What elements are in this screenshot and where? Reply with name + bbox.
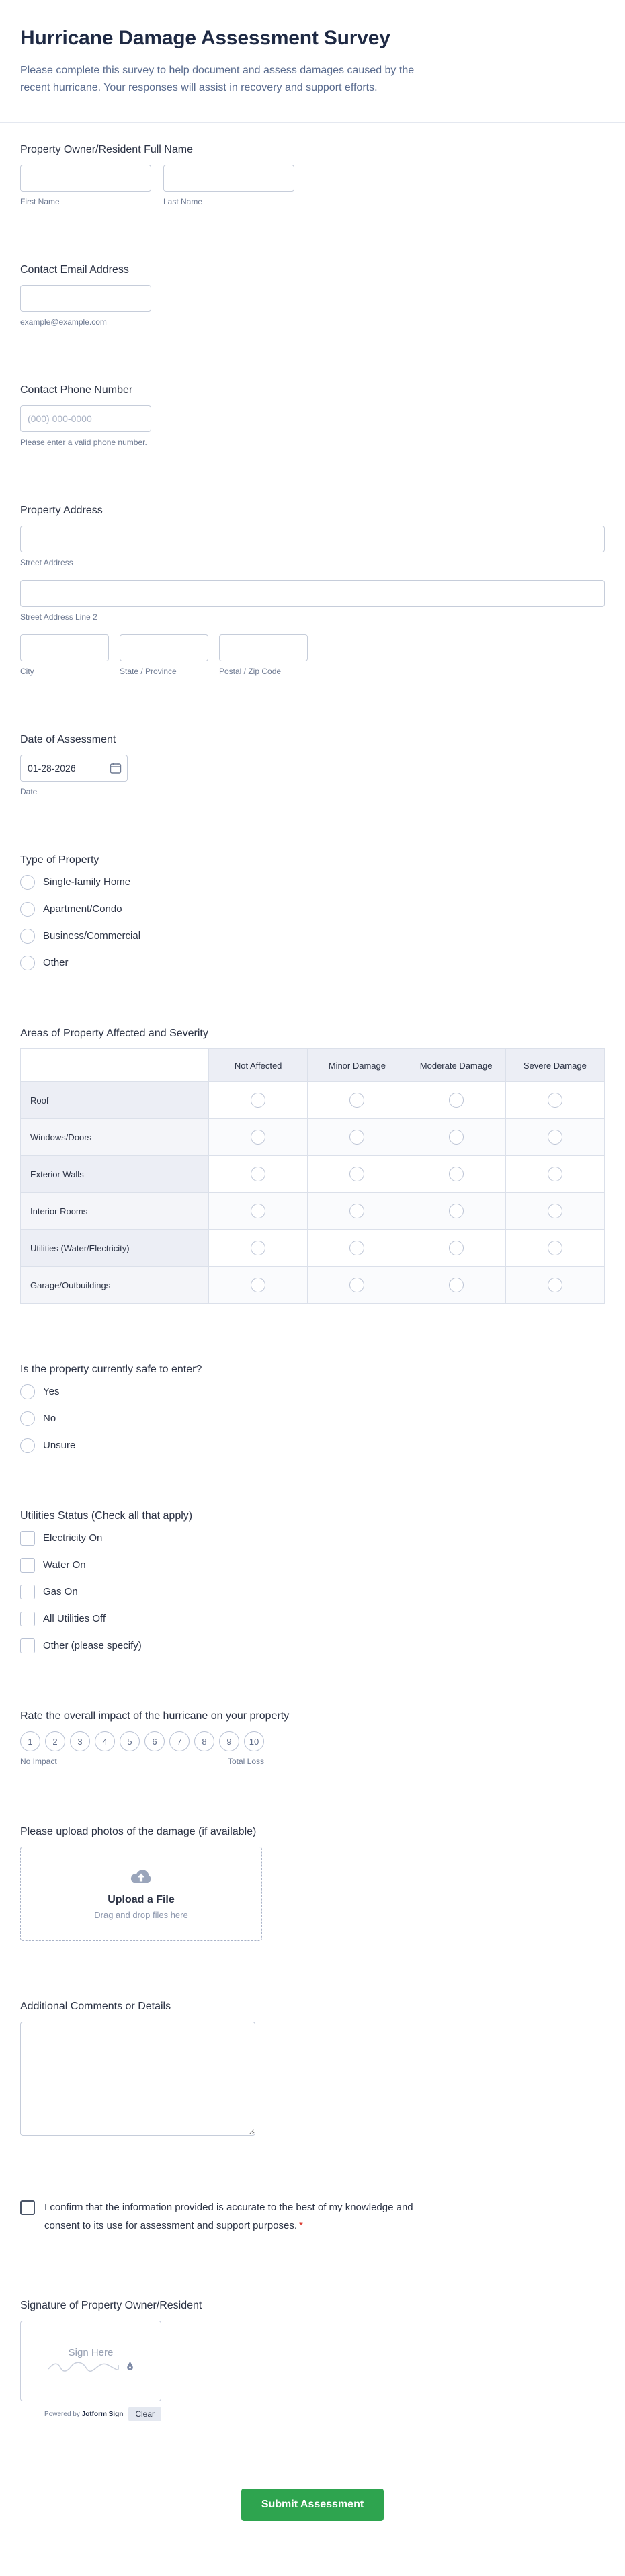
checkbox-icon[interactable] [20, 1638, 35, 1653]
required-asterisk: * [299, 2220, 303, 2231]
property-type-option[interactable] [20, 902, 605, 917]
option-label: Single-family Home [43, 876, 131, 888]
matrix-radio[interactable] [349, 1093, 364, 1108]
comments-label: Additional Comments or Details [20, 2001, 171, 2012]
utilities-option[interactable] [20, 1638, 605, 1653]
radio-icon[interactable] [20, 1384, 35, 1399]
submit-row [20, 2489, 605, 2521]
address-label: Property Address [20, 505, 103, 516]
safe-option[interactable] [20, 1411, 605, 1426]
property-type-label: Type of Property [20, 854, 99, 866]
matrix-radio[interactable] [449, 1241, 464, 1255]
signature-squiggle [47, 2361, 121, 2375]
form-header [0, 0, 625, 97]
matrix-radio[interactable] [449, 1093, 464, 1108]
city-sublabel: City [20, 667, 34, 676]
confirmation-option[interactable] [20, 2198, 605, 2235]
signature-footer [20, 2407, 161, 2421]
matrix-radio[interactable] [548, 1241, 562, 1255]
option-label: Business/Commercial [43, 930, 141, 942]
matrix-radio[interactable] [548, 1093, 562, 1108]
date-sublabel: Date [20, 787, 38, 796]
matrix-radio[interactable] [251, 1241, 265, 1255]
matrix-row-label: Garage/Outbuildings [21, 1267, 209, 1304]
first-name-sublabel: First Name [20, 197, 60, 206]
severity-matrix-table [20, 1048, 605, 1304]
page-subtitle: Please complete this survey to help document and assess damages caused by the recent hurricane. Your responses will assist in recovery and support efforts. [20, 65, 415, 93]
scale-options [20, 1731, 264, 1751]
matrix-label: Areas of Property Affected and Severity [20, 1028, 208, 1039]
scale-endpoint-labels [20, 1757, 264, 1766]
matrix-col-header: Not Affected [209, 1049, 308, 1082]
matrix-radio[interactable] [548, 1167, 562, 1181]
signature-clear-button[interactable]: Clear [128, 2407, 161, 2421]
safe-option[interactable] [20, 1438, 605, 1453]
city-input[interactable] [20, 634, 109, 661]
scale-label: Rate the overall impact of the hurricane on your property [20, 1710, 290, 1722]
checkbox-icon[interactable] [20, 1585, 35, 1599]
question-confirmation [20, 2198, 605, 2235]
matrix-row-label: Interior Rooms [21, 1193, 209, 1230]
question-phone [20, 384, 605, 448]
phone-sublabel: Please enter a valid phone number. [20, 438, 147, 447]
utilities-option[interactable] [20, 1585, 605, 1599]
date-field [20, 755, 128, 782]
checkbox-icon[interactable] [20, 2200, 35, 2215]
utilities-option[interactable] [20, 1558, 605, 1573]
checkbox-icon[interactable] [20, 1531, 35, 1546]
matrix-radio[interactable] [349, 1278, 364, 1292]
matrix-radio[interactable] [548, 1130, 562, 1145]
question-signature [20, 2299, 605, 2421]
question-photo-upload [20, 1825, 605, 1941]
matrix-row [21, 1267, 605, 1304]
matrix-row-label: Roof [21, 1082, 209, 1119]
matrix-row-label: Utilities (Water/Electricity) [21, 1230, 209, 1267]
matrix-col-header: Severe Damage [505, 1049, 604, 1082]
utilities-label: Utilities Status (Check all that apply) [20, 1510, 193, 1522]
scale-option[interactable]: 8 [194, 1731, 214, 1751]
utilities-option[interactable] [20, 1531, 605, 1546]
matrix-radio[interactable] [349, 1130, 364, 1145]
question-impact-scale [20, 1710, 605, 1766]
checkbox-icon[interactable] [20, 1558, 35, 1573]
street2-subfield [20, 580, 605, 622]
email-label: Contact Email Address [20, 264, 129, 276]
scale-min-label: No Impact [20, 1757, 57, 1766]
state-sublabel: State / Province [120, 667, 177, 676]
page-title: Hurricane Damage Assessment Survey [20, 27, 390, 49]
scale-option[interactable]: 1 [20, 1731, 40, 1751]
radio-icon[interactable] [20, 902, 35, 917]
phone-input[interactable] [20, 405, 151, 432]
street-address-sublabel: Street Address [20, 558, 73, 567]
street-address2-input[interactable] [20, 580, 605, 607]
signature-decoration [47, 2361, 135, 2375]
matrix-radio[interactable] [349, 1204, 364, 1218]
matrix-row [21, 1230, 605, 1267]
radio-icon[interactable] [20, 875, 35, 890]
radio-icon[interactable] [20, 1438, 35, 1453]
scale-option[interactable]: 9 [219, 1731, 239, 1751]
street-subfield [20, 526, 605, 568]
matrix-radio[interactable] [251, 1093, 265, 1108]
scale-option[interactable]: 7 [169, 1731, 190, 1751]
matrix-corner-cell [21, 1049, 209, 1082]
matrix-radio[interactable] [449, 1204, 464, 1218]
matrix-row [21, 1193, 605, 1230]
zip-subfield [219, 634, 308, 677]
scale-option[interactable]: 3 [70, 1731, 90, 1751]
email-input[interactable] [20, 285, 151, 312]
matrix-radio[interactable] [251, 1167, 265, 1181]
matrix-row [21, 1119, 605, 1156]
matrix-radio[interactable] [251, 1130, 265, 1145]
signature-placeholder: Sign Here [68, 2347, 114, 2358]
matrix-row [21, 1082, 605, 1119]
question-property-type [20, 854, 605, 970]
option-label: Gas On [43, 1586, 78, 1597]
phone-label: Contact Phone Number [20, 384, 133, 396]
question-utilities-status [20, 1509, 605, 1653]
property-type-option[interactable] [20, 956, 605, 970]
email-sublabel: example@example.com [20, 317, 107, 327]
scale-option[interactable]: 4 [95, 1731, 115, 1751]
matrix-row-label: Windows/Doors [21, 1119, 209, 1156]
matrix-radio[interactable] [548, 1278, 562, 1292]
scale-option[interactable]: 10 [244, 1731, 264, 1751]
calendar-icon[interactable] [110, 762, 122, 774]
zip-sublabel: Postal / Zip Code [219, 667, 282, 676]
scale-option[interactable]: 6 [144, 1731, 165, 1751]
state-subfield [120, 634, 208, 677]
last-name-subfield [163, 165, 294, 207]
scale-max-label: Total Loss [227, 1757, 264, 1766]
option-label: Unsure [43, 1440, 76, 1451]
safe-label: Is the property currently safe to enter? [20, 1364, 202, 1375]
submit-button[interactable]: Submit Assessment [241, 2489, 384, 2521]
signature-label: Signature of Property Owner/Resident [20, 2300, 202, 2311]
question-address [20, 504, 605, 677]
question-safe-to-enter [20, 1363, 605, 1453]
radio-icon[interactable] [20, 956, 35, 970]
checkbox-icon[interactable] [20, 1612, 35, 1626]
jotform-sign-brand: Jotform Sign [81, 2410, 124, 2418]
last-name-input[interactable] [163, 165, 294, 192]
signature-pad[interactable] [20, 2321, 161, 2401]
street-address2-sublabel: Street Address Line 2 [20, 612, 97, 622]
option-label: Yes [43, 1386, 60, 1397]
option-label: All Utilities Off [43, 1613, 106, 1624]
option-label: Electricity On [43, 1532, 103, 1544]
question-date [20, 733, 605, 797]
powered-by-text: Powered by Jotform Sign [44, 2410, 124, 2418]
matrix-col-header: Minor Damage [308, 1049, 407, 1082]
option-label: Other (please specify) [43, 1640, 142, 1651]
matrix-radio[interactable] [251, 1204, 265, 1218]
date-label: Date of Assessment [20, 734, 116, 745]
matrix-col-header: Moderate Damage [407, 1049, 505, 1082]
matrix-row [21, 1156, 605, 1193]
option-label: Water On [43, 1559, 86, 1571]
safe-option[interactable] [20, 1384, 605, 1399]
matrix-radio[interactable] [349, 1241, 364, 1255]
upload-hint: Drag and drop files here [94, 1910, 188, 1920]
radio-icon[interactable] [20, 929, 35, 944]
property-type-option[interactable] [20, 875, 605, 890]
question-comments [20, 2000, 605, 2139]
city-subfield [20, 634, 109, 677]
upload-label: Please upload photos of the damage (if available) [20, 1826, 257, 1837]
question-full-name [20, 143, 605, 207]
matrix-radio[interactable] [251, 1278, 265, 1292]
confirmation-text: I confirm that the information provided is accurate to the best of my knowledge and consent to its use for assessment and support purposes. * [44, 2202, 413, 2231]
comments-textarea[interactable] [20, 2022, 255, 2136]
state-input[interactable] [120, 634, 208, 661]
option-label: No [43, 1413, 56, 1424]
matrix-row-label: Exterior Walls [21, 1156, 209, 1193]
file-upload-dropzone[interactable] [20, 1847, 262, 1941]
radio-icon[interactable] [20, 1411, 35, 1426]
upload-title: Upload a File [108, 1894, 175, 1905]
matrix-radio[interactable] [449, 1278, 464, 1292]
first-name-input[interactable] [20, 165, 151, 192]
cloud-upload-icon [128, 1868, 154, 1890]
utilities-option[interactable] [20, 1612, 605, 1626]
question-severity-matrix [20, 1027, 605, 1304]
zip-input[interactable] [219, 634, 308, 661]
scale-option[interactable]: 5 [120, 1731, 140, 1751]
question-email [20, 263, 605, 327]
pen-icon [125, 2361, 135, 2375]
last-name-sublabel: Last Name [163, 197, 203, 206]
matrix-radio[interactable] [349, 1167, 364, 1181]
matrix-radio[interactable] [449, 1130, 464, 1145]
form-body [0, 123, 625, 2521]
option-label: Other [43, 957, 69, 968]
matrix-radio[interactable] [548, 1204, 562, 1218]
property-type-option[interactable] [20, 929, 605, 944]
street-address-input[interactable] [20, 526, 605, 552]
full-name-label: Property Owner/Resident Full Name [20, 144, 193, 155]
scale-option[interactable]: 2 [45, 1731, 65, 1751]
matrix-radio[interactable] [449, 1167, 464, 1181]
option-label: Apartment/Condo [43, 903, 122, 915]
first-name-subfield [20, 165, 151, 207]
